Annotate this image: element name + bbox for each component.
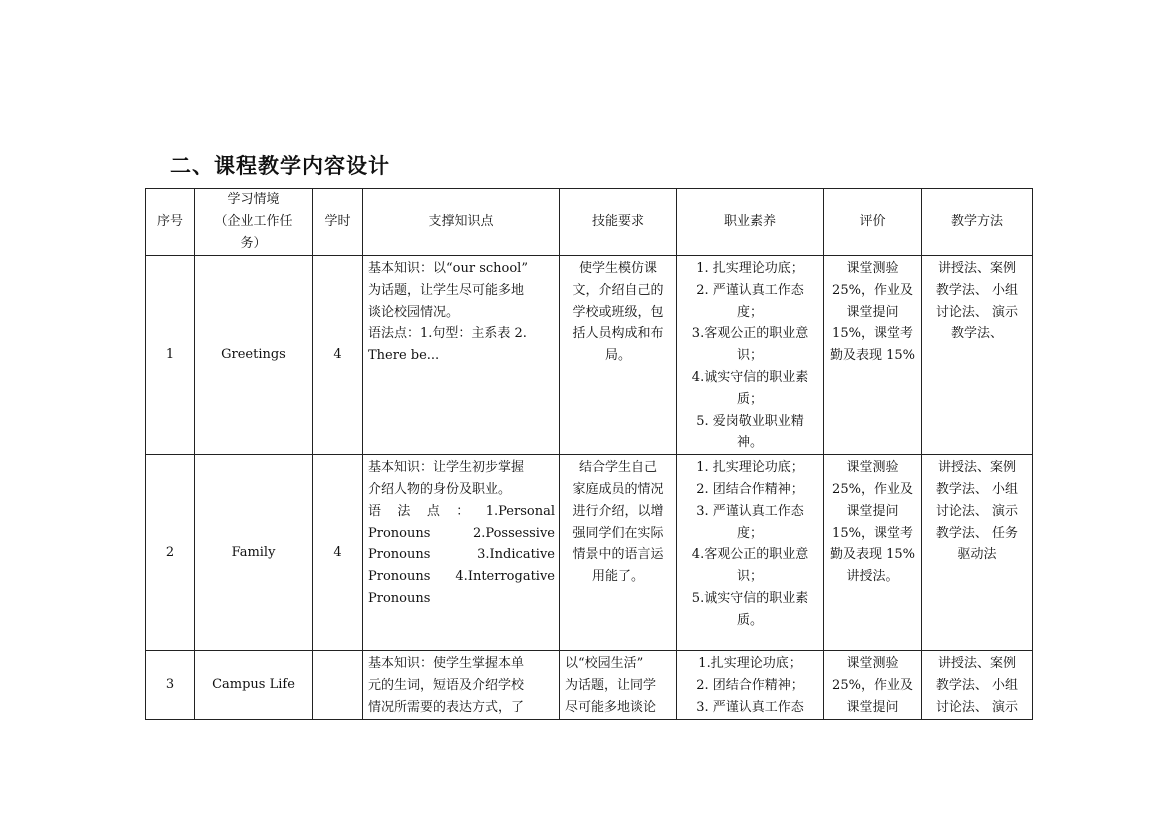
- cell-quality: [677, 455, 824, 651]
- knowledge-line: Pronouns: [368, 590, 431, 606]
- header-situation: [195, 189, 313, 256]
- course-content-table: [145, 188, 1033, 720]
- quality-line: 5.诚实守信的职业素: [691, 590, 809, 606]
- methods-line: 讨论法、 演示: [935, 699, 1019, 715]
- methods-line: 驱动法: [957, 547, 997, 563]
- header-situation-line: 务）: [240, 235, 267, 251]
- quality-line: 2. 团结合作精神；: [696, 481, 804, 497]
- cell-hours: [313, 651, 363, 719]
- methods-line: 讨论法、 演示: [935, 304, 1019, 320]
- quality-line: 4.诚实守信的职业素: [691, 369, 809, 385]
- header-situation-line: （企业工作任: [214, 214, 293, 230]
- skills-line: 以“校园生活”: [565, 656, 644, 672]
- quality-line: 1.扎实理论功底；: [698, 656, 802, 672]
- cell-hours: 4: [313, 455, 363, 651]
- evaluation-line: 课堂提问: [846, 304, 899, 320]
- evaluation-line: 课堂提问: [846, 699, 899, 715]
- cell-methods: [922, 651, 1033, 719]
- evaluation-line: 讲授法。: [846, 569, 899, 585]
- cell-skills: [560, 455, 677, 651]
- skills-line: 文，介绍自己的: [572, 282, 664, 298]
- cell-evaluation: [824, 256, 922, 455]
- evaluation-line: 课堂测验: [846, 460, 899, 476]
- table-header-row: [146, 189, 1033, 256]
- quality-line: 识；: [736, 569, 763, 585]
- knowledge-line: 语法点：1.句型：主系表 2.: [368, 326, 527, 342]
- evaluation-line: 25%，作业及: [832, 282, 913, 298]
- cell-seq: 1: [146, 256, 195, 455]
- knowledge-line: 元的生词，短语及介绍学校: [368, 677, 525, 693]
- cell-seq: 2: [146, 455, 195, 651]
- quality-line: 1. 扎实理论功底；: [696, 460, 804, 476]
- knowledge-line: Pronouns 4.Interrogative: [368, 569, 555, 585]
- quality-line: 识；: [736, 348, 763, 364]
- methods-line: 讲授法、案例: [937, 656, 1016, 672]
- header-skills: 技能要求: [560, 189, 677, 256]
- page-title: 二、课程教学内容设计: [170, 154, 390, 178]
- methods-line: 教学法、 小组: [935, 282, 1019, 298]
- skills-line: 为话题，让同学: [565, 677, 657, 693]
- knowledge-line: 基本知识：让学生初步掌握: [368, 460, 525, 476]
- evaluation-line: 15%，课堂考: [832, 326, 913, 342]
- evaluation-line: 课堂提问: [846, 503, 899, 519]
- knowledge-line: There be...: [368, 348, 440, 364]
- quality-line: 度；: [736, 525, 763, 541]
- cell-knowledge: [363, 455, 560, 651]
- cell-knowledge: [363, 651, 560, 719]
- header-situation-line: 学习情境: [227, 192, 280, 208]
- skills-line: 情景中的语言运: [572, 547, 664, 563]
- evaluation-line: 课堂测验: [846, 656, 899, 672]
- evaluation-line: 15%，课堂考: [832, 525, 913, 541]
- evaluation-line: 25%，作业及: [832, 481, 913, 497]
- cell-quality: [677, 256, 824, 455]
- header-quality: 职业素养: [677, 189, 824, 256]
- methods-line: 教学法、 小组: [935, 481, 1019, 497]
- quality-line: 度；: [736, 304, 763, 320]
- knowledge-line: 语 法 点 ： 1.Personal: [368, 503, 555, 519]
- table-row: [146, 651, 1033, 719]
- quality-line: 3. 严谨认真工作态: [696, 699, 804, 715]
- cell-knowledge: [363, 256, 560, 455]
- skills-line: 用能了。: [591, 569, 644, 585]
- cell-evaluation: [824, 455, 922, 651]
- cell-quality: [677, 651, 824, 719]
- methods-line: 讲授法、案例: [937, 261, 1016, 276]
- knowledge-line: 基本知识：以“our school”: [368, 261, 528, 276]
- table-row: [146, 455, 1033, 651]
- cell-methods: [922, 455, 1033, 651]
- evaluation-line: 课堂测验: [846, 261, 899, 276]
- knowledge-line: 谈论校园情况。: [368, 304, 460, 320]
- table-row: [146, 256, 1033, 455]
- skills-line: 括人员构成和布: [572, 326, 664, 342]
- knowledge-line: Pronouns 2.Possessive: [368, 525, 555, 541]
- header-hours: 学时: [313, 189, 363, 256]
- methods-line: 教学法、: [950, 326, 1003, 342]
- knowledge-line: 为话题，让学生尽可能多地: [368, 282, 525, 298]
- knowledge-line: 基本知识：使学生掌握本单: [368, 656, 525, 672]
- quality-line: 2. 团结合作精神；: [696, 677, 804, 693]
- skills-line: 进行介绍，以增: [572, 503, 664, 519]
- skills-line: 强同学们在实际: [572, 525, 664, 541]
- evaluation-line: 25%，作业及: [832, 677, 913, 693]
- skills-line: 使学生模仿课: [578, 261, 657, 276]
- evaluation-line: 勤及表现 15%: [829, 547, 916, 563]
- knowledge-line: 情况所需要的表达方式，了: [368, 699, 525, 715]
- cell-evaluation: [824, 651, 922, 719]
- quality-line: 1. 扎实理论功底；: [696, 261, 804, 276]
- header-knowledge: 支撑知识点: [363, 189, 560, 256]
- methods-line: 讲授法、案例: [937, 460, 1016, 476]
- cell-situation: Greetings: [195, 256, 313, 455]
- header-methods: 教学方法: [922, 189, 1033, 256]
- quality-line: 2. 严谨认真工作态: [696, 282, 804, 298]
- skills-line: 结合学生自己: [578, 460, 657, 476]
- skills-line: 家庭成员的情况: [572, 481, 664, 497]
- header-evaluation: 评价: [824, 189, 922, 256]
- quality-line: 质。: [736, 612, 763, 628]
- skills-line: 局。: [604, 348, 631, 364]
- cell-methods: [922, 256, 1033, 455]
- methods-line: 教学法、 小组: [935, 677, 1019, 693]
- cell-hours: 4: [313, 256, 363, 455]
- skills-line: 学校或班级，包: [572, 304, 664, 320]
- skills-line: 尽可能多地谈论: [565, 699, 657, 715]
- header-seq: 序号: [146, 189, 195, 256]
- quality-line: 3.客观公正的职业意: [691, 326, 809, 342]
- cell-situation: Campus Life: [195, 651, 313, 719]
- quality-line: 5. 爱岗敬业职业精: [696, 413, 804, 429]
- methods-line: 讨论法、 演示: [935, 503, 1019, 519]
- cell-seq: 3: [146, 651, 195, 719]
- cell-skills: [560, 651, 677, 719]
- quality-line: 质；: [736, 391, 763, 407]
- knowledge-line: Pronouns 3.Indicative: [368, 547, 555, 563]
- cell-situation: Family: [195, 455, 313, 651]
- cell-skills: [560, 256, 677, 455]
- knowledge-line: 介绍人物的身份及职业。: [368, 481, 512, 497]
- evaluation-line: 勤及表现 15%: [829, 348, 916, 364]
- quality-line: 3. 严谨认真工作态: [696, 503, 804, 519]
- methods-line: 教学法、 任务: [935, 525, 1019, 541]
- quality-line: 神。: [736, 435, 763, 451]
- quality-line: 4.客观公正的职业意: [691, 547, 809, 563]
